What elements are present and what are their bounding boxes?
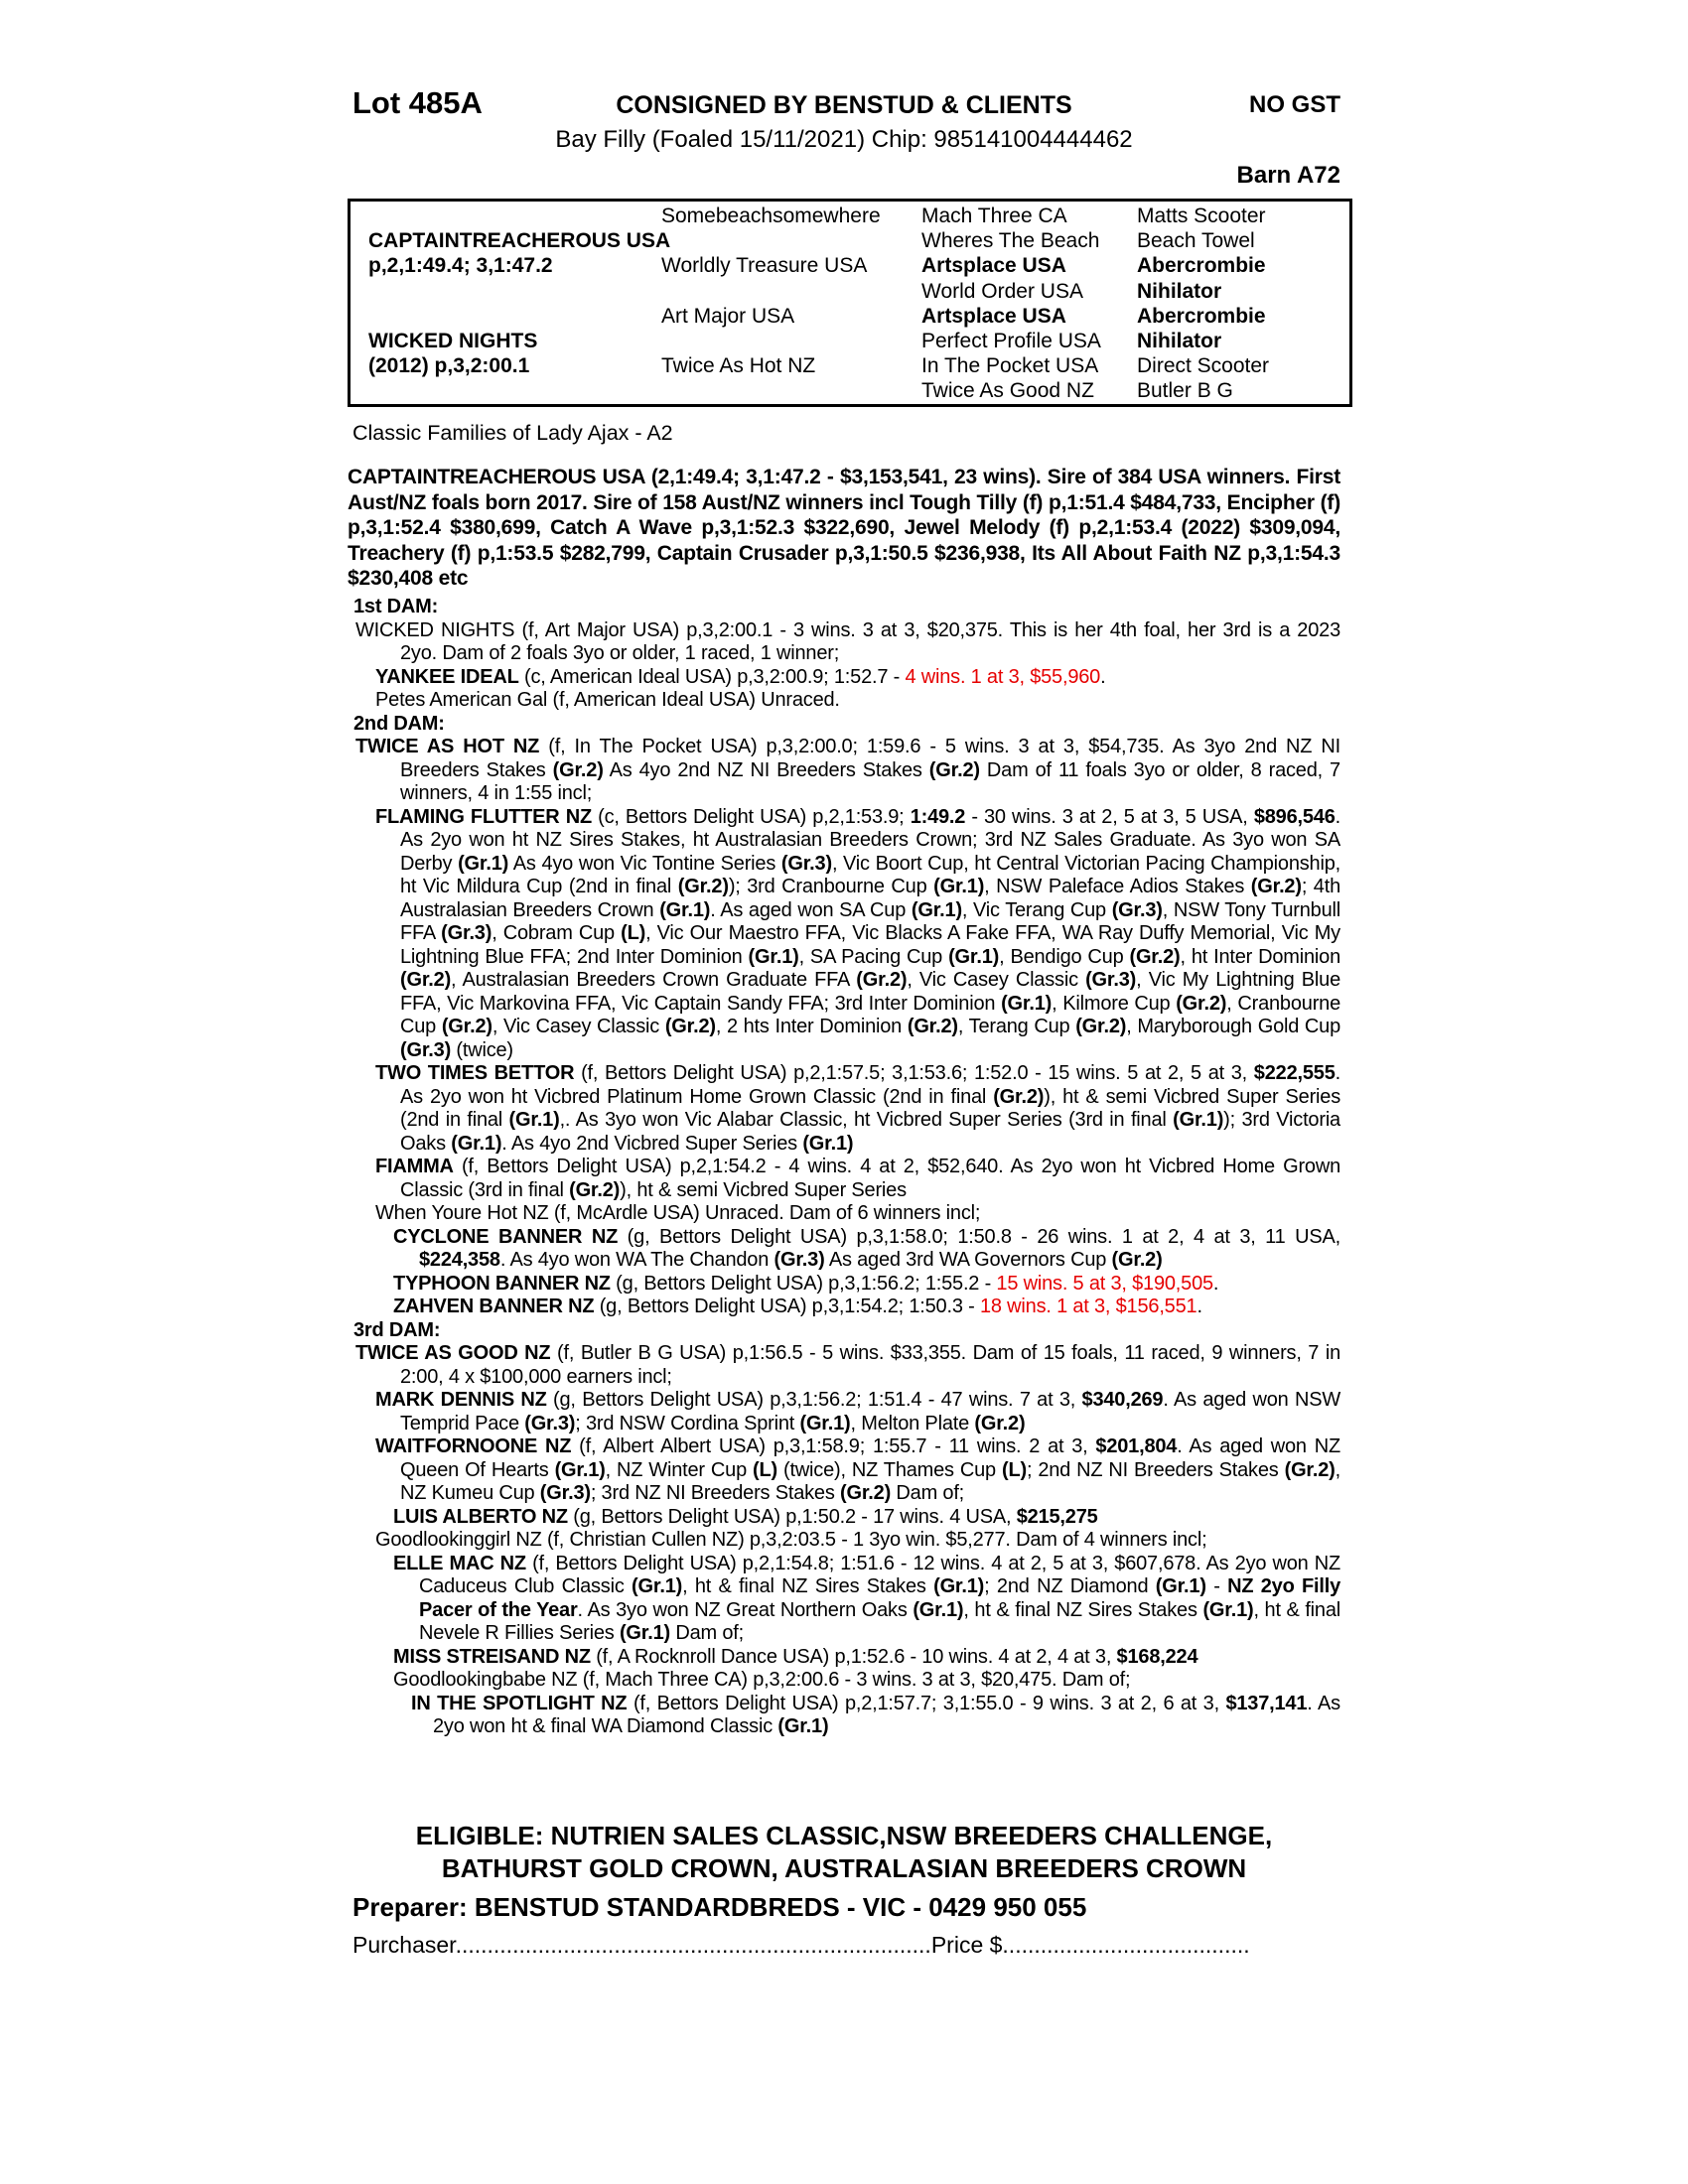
pedigree-entry: FIAMMA (f, Bettors Delight USA) p,2,1:54.2 - 4 wins. 4 at 2, $52,640. As 2yo won ht Vicbred Home Grown Classic (3rd in final (Gr.2)), ht & semi Vicbred Super Series — [375, 1156, 1340, 1201]
family-note: Classic Families of Lady Ajax - A2 — [352, 421, 673, 445]
pedigree-entry: CYCLONE BANNER NZ (g, Bettors Delight USA) p,3,1:58.0; 1:50.8 - 26 wins. 1 at 2, 4 at 3, 11 USA, $224,358. As 4yo won WA The Chandon (Gr.3) As aged 3rd WA Governors Cup (Gr.2) — [393, 1225, 1340, 1271]
dam-heading: 1st DAM: — [353, 596, 439, 617]
lot-number: Lot 485A — [352, 85, 483, 120]
pedigree-entry: TYPHOON BANNER NZ (g, Bettors Delight USA) p,3,1:56.2; 1:55.2 - 15 wins. 5 at 3, $190,505. — [393, 1272, 1219, 1295]
pedigree-cell: Worldly Treasure USA — [661, 254, 868, 278]
dam-heading: 2nd DAM: — [353, 712, 445, 735]
pedigree-cell: Beach Towel — [1137, 229, 1255, 253]
pedigree-table — [348, 199, 1352, 407]
pedigree-entry: ELLE MAC NZ (f, Bettors Delight USA) p,2,1:54.8; 1:51.6 - 12 wins. 4 at 2, 5 at 3, $607,678. As 2yo won NZ Caduceus Club Classic (Gr.1), ht & final NZ Sires Stakes (Gr.1); 2nd NZ Diamond (Gr.1) - NZ 2yo Filly Pacer of the Year. As 3yo won NZ Great Northern Oaks (Gr.1), ht & final NZ Sires Stakes (Gr.1), ht & final Nevele R Fillies Series (Gr.1) Dam of; — [393, 1552, 1341, 1644]
pedigree-cell: (2012) p,3,2:00.1 — [368, 354, 530, 378]
purchaser-fill-line: ........................................................................... — [455, 1932, 931, 1958]
pedigree-cell: p,2,1:49.4; 3,1:47.2 — [368, 254, 553, 278]
pedigree-entry: WAITFORNOONE NZ (f, Albert Albert USA) p,3,1:58.9; 1:55.7 - 11 wins. 2 at 3, $201,804. As aged won NZ Queen Of Hearts (Gr.1), NZ Winter Cup (L) (twice), NZ Thames Cup (L); 2nd NZ NI Breeders Stakes (Gr.2), NZ Kumeu Cup (Gr.3); 3rd NZ NI Breeders Stakes (Gr.2) Dam of; — [375, 1435, 1341, 1504]
pedigree-entry: Goodlookinggirl NZ (f, Christian Cullen NZ) p,3,2:03.5 - 1 3yo win. $5,277. Dam of 4 winners incl; — [375, 1529, 1207, 1551]
pedigree-cell: Twice As Good NZ — [921, 379, 1094, 403]
pedigree-cell: Direct Scooter — [1137, 354, 1270, 378]
pedigree-cell: Somebeachsomewhere — [661, 205, 881, 227]
pedigree-entry: Petes American Gal (f, American Ideal USA) Unraced. — [375, 689, 840, 711]
pedigree-cell: In The Pocket USA — [921, 354, 1099, 378]
consignor: CONSIGNED BY BENSTUD & CLIENTS — [616, 91, 1072, 119]
pedigree-cell: Perfect Profile USA — [921, 329, 1101, 352]
pedigree-entry: FLAMING FLUTTER NZ (c, Bettors Delight USA) p,2,1:53.9; 1:49.2 - 30 wins. 3 at 2, 5 at 3, 5 USA, $896,546. As 2yo won ht NZ Sires Stakes, ht Australasian Breeders Crown; 3rd NZ Sales Graduate. As 3yo won SA Derby (Gr.1) As 4yo won Vic Tontine Series (Gr.3), Vic Boort Cup, ht Central Victorian Pacing Championship, ht Vic Mildura Cup (2nd in final (Gr.2)); 3rd Cranbourne Cup (Gr.1), NSW Paleface Adios Stakes (Gr.2); 4th Australasian Breeders Crown (Gr.1). As aged won SA Cup (Gr.1), Vic Terang Cup (Gr.3), NSW Tony Turnbull FFA (Gr.3), Cobram Cup (L), Vic Our Maestro FFA, Vic Blacks A Fake FFA, WA Ray Duffy Memorial, Vic My Lightning Blue FFA; 2nd Inter Dominion (Gr.1), SA Pacing Cup (Gr.1), Bendigo Cup (Gr.2), ht Inter Dominion (Gr.2), Australasian Breeders Crown Graduate FFA (Gr.2), Vic Casey Classic (Gr.3), Vic My Lightning Blue FFA, Vic Markovina FFA, Vic Captain Sandy FFA; 3rd Inter Dominion (Gr.1), Kilmore Cup (Gr.2), Cranbourne Cup (Gr.2), Vic Casey Classic (Gr.2), 2 hts Inter Dominion (Gr.2), Terang Cup (Gr.2), Maryborough Gold Cup (Gr.3) (twice) — [375, 805, 1341, 1061]
pedigree-cell: Mach Three CA — [921, 205, 1067, 227]
pedigree-entry: TWICE AS HOT NZ (f, In The Pocket USA) p,3,2:00.0; 1:59.6 - 5 wins. 3 at 3, $54,735. As 3yo 2nd NZ NI Breeders Stakes (Gr.2) As 4yo 2nd NZ NI Breeders Stakes (Gr.2) Dam of 11 foals 3yo or older, 8 raced, 7 winners, 4 in 1:55 incl; — [355, 736, 1340, 804]
pedigree-cell: Abercrombie — [1137, 304, 1266, 328]
price-label: Price $ — [930, 1932, 1003, 1958]
pedigree-cell: Artsplace USA — [921, 254, 1066, 278]
pedigree-entry: When Youre Hot NZ (f, McArdle USA) Unraced. Dam of 6 winners incl; — [375, 1202, 981, 1224]
pedigree-entry: LUIS ALBERTO NZ (g, Bettors Delight USA) p,1:50.2 - 17 wins. 4 USA, $215,275 — [393, 1505, 1098, 1528]
pedigree-entry: TWICE AS GOOD NZ (f, Butler B G USA) p,1:56.5 - 5 wins. $33,355. Dam of 15 foals, 11 raced, 9 winners, 7 in 2:00, 4 x $100,000 earners incl; — [355, 1342, 1340, 1388]
pedigree-entry: Goodlookingbabe NZ (f, Mach Three CA) p,3,2:00.6 - 3 wins. 3 at 3, $20,475. Dam of; — [393, 1669, 1131, 1691]
pedigree-cell: Matts Scooter — [1137, 205, 1266, 227]
pedigree-entry: ZAHVEN BANNER NZ (g, Bettors Delight USA) p,3,1:54.2; 1:50.3 - 18 wins. 1 at 3, $156,551. — [393, 1296, 1202, 1317]
pedigree-cell: World Order USA — [921, 279, 1083, 303]
price-fill-line: ....................................... — [1002, 1932, 1250, 1958]
pedigree-cell: Artsplace USA — [921, 304, 1066, 328]
gst-status: NO GST — [1248, 91, 1340, 118]
pedigree-entry: IN THE SPOTLIGHT NZ (f, Bettors Delight USA) p,2,1:57.7; 3,1:55.0 - 9 wins. 3 at 2, 6 at 3, $137,141. As 2yo won ht & final WA Diamond Classic (Gr.1) — [411, 1692, 1340, 1737]
pedigree-cell: Abercrombie — [1137, 254, 1266, 278]
pedigree-entry: MARK DENNIS NZ (g, Bettors Delight USA) p,3,1:56.2; 1:51.4 - 47 wins. 7 at 3, $340,269. As aged won NSW Temprid Pace (Gr.3); 3rd NSW Cordina Sprint (Gr.1), Melton Plate (Gr.2) — [375, 1389, 1341, 1434]
pedigree-entry: WICKED NIGHTS (f, Art Major USA) p,3,2:00.1 - 3 wins. 3 at 3, $20,375. This is her 4th foal, her 3rd is a 2023 2yo. Dam of 2 foals 3yo or older, 1 raced, 1 winner; — [355, 618, 1340, 664]
purchaser-line — [352, 1932, 1345, 1959]
pedigree-cell: CAPTAINTREACHEROUS USA — [368, 229, 671, 253]
pedigree-entry: TWO TIMES BETTOR (f, Bettors Delight USA) p,2,1:57.5; 3,1:53.6; 1:52.0 - 15 wins. 5 at 2, 5 at 3, $222,555. As 2yo won ht Vicbred Platinum Home Grown Classic (2nd in final (Gr.2)), ht & semi Vicbred Super Series (2nd in final (Gr.1),. As 3yo won Vic Alabar Classic, ht Vicbred Super Series (3rd in final (Gr.1)); 3rd Victoria Oaks (Gr.1). As 4yo 2nd Vicbred Super Series (Gr.1) — [375, 1062, 1340, 1155]
dam-heading: 3rd DAM: — [353, 1318, 441, 1341]
barn-number: Barn A72 — [1236, 162, 1340, 189]
pedigree-entry: YANKEE IDEAL (c, American Ideal USA) p,3,2:00.9; 1:52.7 - 4 wins. 1 at 3, $55,960. — [375, 665, 1106, 688]
pedigree-cell: WICKED NIGHTS — [368, 329, 538, 352]
pedigree-cell: Nihilator — [1137, 329, 1222, 352]
pedigree-cell: Twice As Hot NZ — [661, 354, 816, 378]
sire-summary: CAPTAINTREACHEROUS USA (2,1:49.4; 3,1:47.2 - $3,153,541, 23 wins). Sire of 384 USA winners. First Aust/NZ foals born 2017. Sire of 158 Aust/NZ winners incl Tough Tilly (f) p,1:51.4 $484,733, Encipher (f) p,3,1:52.4 $380,699, Catch A Wave p,3,1:52.3 $322,690, Jewel Melody (f) p,2,1:53.4 (2022) $309,094, Treachery (f) p,1:53.5 $282,799, Captain Crusader p,3,1:50.5 $236,938, Its All About Faith NZ p,3,1:54.3 $230,408 etc — [348, 466, 1340, 590]
eligibility-note: ELIGIBLE: NUTRIEN SALES CLASSIC,NSW BREEDERS CHALLENGE, BATHURST GOLD CROWN, AUSTRALASIAN BREEDERS CROWN — [415, 1821, 1273, 1883]
preparer-line: Preparer: BENSTUD STANDARDBREDS - VIC - 0429 950 055 — [352, 1892, 1087, 1922]
pedigree-cell: Butler B G — [1137, 379, 1233, 403]
pedigree-cell: Nihilator — [1137, 279, 1222, 303]
foal-description: Bay Filly (Foaled 15/11/2021) Chip: 985141004444462 — [555, 126, 1133, 153]
pedigree-cell: Art Major USA — [661, 304, 795, 328]
dam-entries — [348, 596, 1340, 1739]
purchaser-label: Purchaser — [352, 1932, 456, 1958]
pedigree-entry: MISS STREISAND NZ (f, A Rocknroll Dance USA) p,1:52.6 - 10 wins. 4 at 2, 4 at 3, $168,224 — [393, 1645, 1198, 1668]
pedigree-cell: Wheres The Beach — [921, 229, 1100, 253]
